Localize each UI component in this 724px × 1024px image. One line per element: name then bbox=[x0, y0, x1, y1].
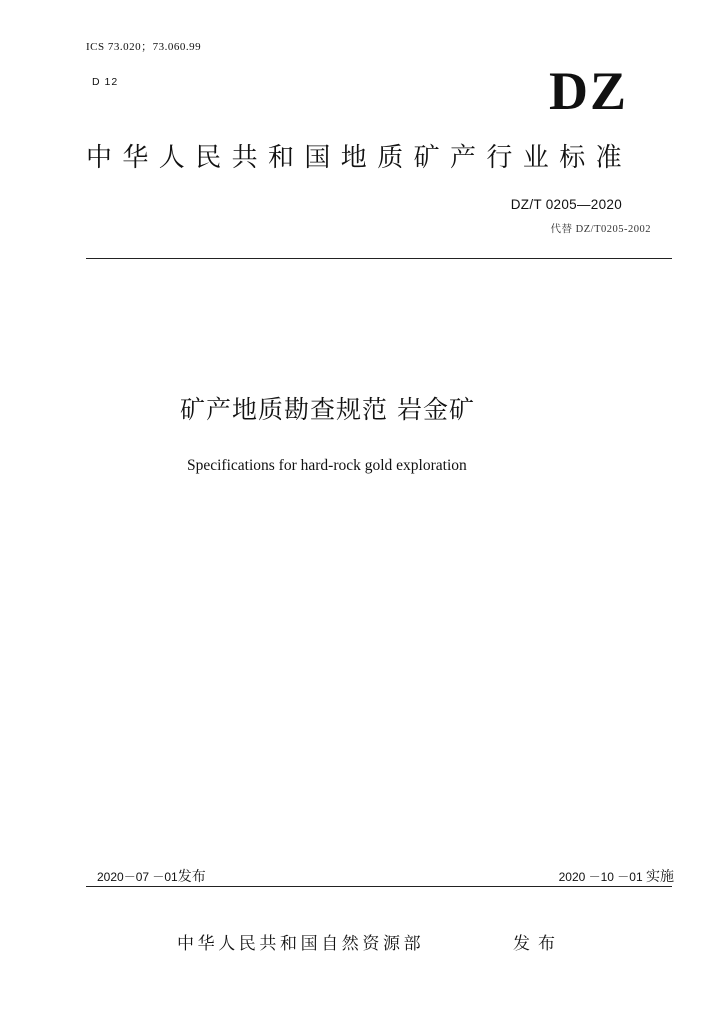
ccs-code: D 12 bbox=[92, 76, 119, 88]
publish-label: 发布 bbox=[177, 869, 206, 885]
implement-date-line bbox=[559, 868, 674, 886]
ics-code: ICS 73.020；73.060.99 bbox=[86, 41, 202, 53]
replaces-standard: 代替 DZ/T0205-2002 bbox=[550, 224, 651, 235]
document-title-chinese: 矿产地质勘查规范 岩金矿 bbox=[180, 395, 475, 424]
document-title-english: Specifications for hard-rock gold exploration bbox=[187, 457, 467, 474]
publish-date-line bbox=[97, 868, 206, 886]
implement-label: 实施 bbox=[646, 869, 674, 885]
dz-logo: DZ bbox=[549, 61, 629, 121]
implement-date: 2020 －10 －01 bbox=[558, 870, 643, 884]
standard-category-title: 中华人民共和国地质矿产行业标准 bbox=[86, 143, 633, 173]
standard-number: DZ/T 0205—2020 bbox=[510, 197, 622, 212]
header-divider bbox=[86, 258, 672, 259]
footer-divider bbox=[86, 886, 672, 887]
issue-label: 发布 bbox=[513, 934, 563, 954]
issuing-authority: 中华人民共和国自然资源部 bbox=[177, 934, 425, 954]
publish-date: 2020－07 －01 bbox=[97, 870, 178, 884]
